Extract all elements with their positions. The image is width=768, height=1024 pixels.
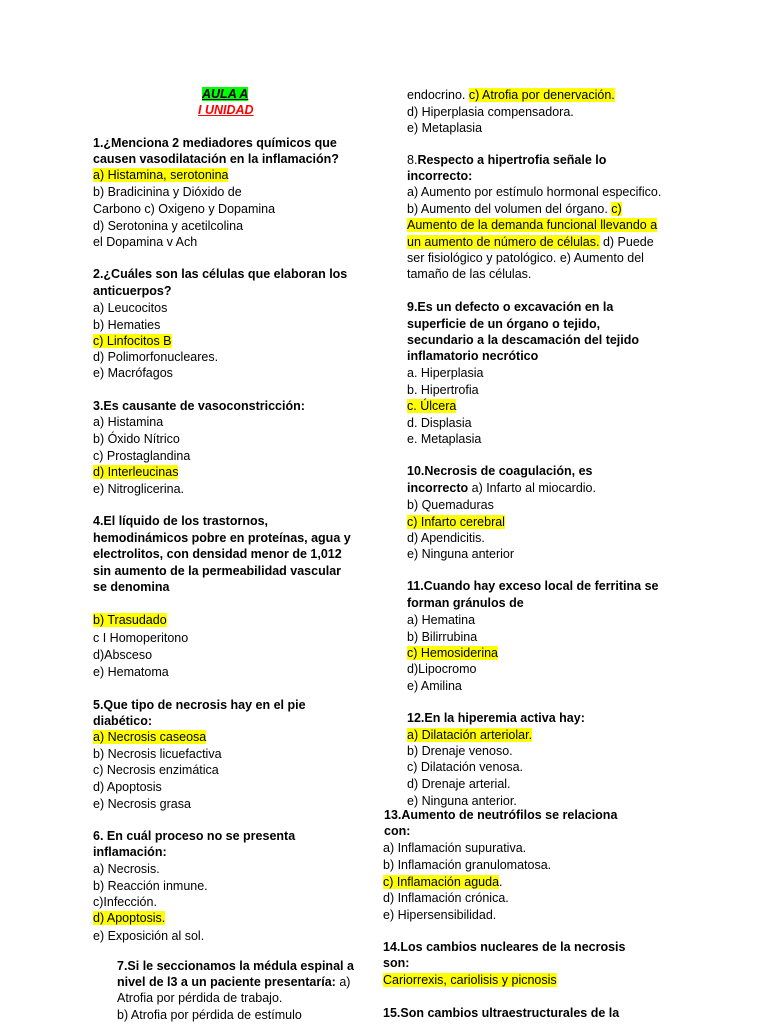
q4-title-5: se denomina (93, 580, 170, 594)
q11-option-b: b) Bilirrubina (407, 630, 478, 644)
q13-option-e: e) Hipersensibilidad. (383, 908, 497, 922)
q3-option-c: c) Prostaglandina (93, 449, 191, 463)
q2-title-2: anticuerpos? (93, 284, 172, 298)
q11-title-2: forman gránulos de (407, 596, 524, 610)
q1-option-d: d) Serotonina y acetilcolina (93, 219, 244, 233)
q3-title: 3.Es causante de vasoconstricción: (93, 399, 305, 413)
q9-option-c: c. Úlcera (407, 399, 457, 413)
q11-option-e: e) Amilina (407, 679, 462, 693)
q13-option-b: b) Inflamación granulomatosa. (383, 858, 552, 872)
q10-option-e: e) Ninguna anterior (407, 547, 515, 561)
q6-title-2: inflamación: (93, 845, 167, 859)
q12-option-b: b) Drenaje venoso. (407, 744, 513, 758)
q13-option-c: c) Inflamación aguda. (383, 875, 503, 889)
q7-option-c: endocrino. c) Atrofia por denervación. (407, 88, 615, 102)
q7-option-a: Atrofia por pérdida de trabajo. (117, 991, 283, 1005)
q4-title-2: hemodinámicos pobre en proteínas, agua y (93, 531, 351, 545)
q12-option-c: c) Dilatación venosa. (407, 760, 524, 774)
q2-title-1: 2.¿Cuáles son las células que elaboran los (93, 267, 348, 281)
q4-option-b: b) Trasudado (93, 613, 167, 627)
q6-option-d: d) Apoptosis. (93, 911, 166, 925)
q8-option-a: a) Aumento por estímulo hormonal especifico. (407, 185, 662, 199)
q12-option-e: e) Ninguna anterior. (407, 794, 517, 808)
q11-title-1: 11.Cuando hay exceso local de ferritina se (407, 579, 659, 593)
q5-title-2: diabético: (93, 714, 153, 728)
q7-title-1: 7.Si le seccionamos la médula espinal a (117, 959, 354, 973)
q6-title-1: 6. En cuál proceso no se presenta (93, 829, 296, 843)
q9-title-1: 9.Es un defecto o excavación en la (407, 300, 614, 314)
q1-option-e: el Dopamina v Ach (93, 235, 198, 249)
q8-title-2: incorrecto: (407, 169, 473, 183)
q11-option-c: c) Hemosiderina (407, 646, 499, 660)
q8-title-1: 8.Respecto a hipertrofia señale lo (407, 153, 607, 167)
q10-title-1: 10.Necrosis de coagulación, es (407, 464, 593, 478)
q3-option-e: e) Nitroglicerina. (93, 482, 185, 496)
q12-option-a: a) Dilatación arteriolar. (407, 728, 533, 742)
q9-option-d: d. Displasia (407, 416, 472, 430)
q1-option-a: a) Histamina, serotonina (93, 168, 229, 182)
q10-option-c: c) Infarto cerebral (407, 515, 505, 529)
q5-option-e: e) Necrosis grasa (93, 797, 191, 811)
q5-option-a: a) Necrosis caseosa (93, 730, 207, 744)
q12-option-d: d) Drenaje arterial. (407, 777, 511, 791)
q3-option-a: a) Histamina (93, 415, 164, 429)
q8-option-d: ser fisiológico y patológico. e) Aumento del (407, 251, 644, 265)
q10-title-2: incorrecto a) Infarto al miocardio. (407, 481, 596, 495)
q13-title-2: con: (384, 824, 411, 838)
q11-option-d: d)Lipocromo (407, 662, 477, 676)
q2-option-d: d) Polimorfonucleares. (93, 350, 219, 364)
q5-option-b: b) Necrosis licuefactiva (93, 747, 222, 761)
q10-option-b: b) Quemaduras (407, 498, 494, 512)
q13-option-a: a) Inflamación supurativa. (383, 841, 527, 855)
q5-option-c: c) Necrosis enzimática (93, 763, 219, 777)
q14-title-2: son: (383, 956, 410, 970)
q9-title-3: secundario a la descamación del tejido (407, 333, 640, 347)
q5-title-1: 5.Que tipo de necrosis hay en el pie (93, 698, 306, 712)
q9-option-b: b. Hipertrofia (407, 383, 479, 397)
q15-title-1: 15.Son cambios ultraestructurales de la (383, 1006, 620, 1020)
q4-option-e: e) Hematoma (93, 665, 169, 679)
q6-option-e: e) Exposición al sol. (93, 929, 205, 943)
q1-title-1: 1.¿Menciona 2 mediadores químicos que (93, 136, 337, 150)
q2-option-a: a) Leucocitos (93, 301, 168, 315)
q10-option-d: d) Apendicitis. (407, 531, 485, 545)
unidad-heading: I UNIDAD (198, 103, 254, 117)
q2-option-b: b) Hematies (93, 318, 161, 332)
q13-option-d: d) Inflamación crónica. (383, 891, 509, 905)
q8-option-e: tamaño de las células. (407, 267, 532, 281)
q8-option-c-1: Aumento de la demanda funcional llevando a (407, 218, 658, 232)
q4-option-c: c I Homoperitono (93, 631, 189, 645)
q8-option-c-2: un aumento de número de células. d) Puede (407, 235, 654, 249)
q7-title-2: nivel de l3 a un paciente presentaría: a) (117, 975, 351, 989)
q13-title-1: 13.Aumento de neutrófilos se relaciona (384, 808, 618, 822)
q7-option-e: e) Metaplasia (407, 121, 483, 135)
q12-title: 12.En la hiperemia activa hay: (407, 711, 585, 725)
q4-option-d: d)Absceso (93, 648, 153, 662)
q4-title-3: electrolitos, con densidad menor de 1,012 (93, 547, 342, 561)
q2-option-c: c) Linfocitos B (93, 334, 172, 348)
q7-option-b: b) Atrofia por pérdida de estímulo (117, 1008, 302, 1022)
q4-title-1: 4.El líquido de los trastornos, (93, 514, 269, 528)
aula-heading: AULA A (202, 87, 249, 101)
q5-option-d: d) Apoptosis (93, 780, 162, 794)
q3-option-d: d) Interleucinas (93, 465, 179, 479)
q9-title-4: inflamatorio necrótico (407, 349, 539, 363)
q3-option-b: b) Óxido Nítrico (93, 432, 180, 446)
q9-option-e: e. Metaplasia (407, 432, 482, 446)
q6-option-c: c)Infección. (93, 895, 157, 909)
q8-option-b: b) Aumento del volumen del órgano. c) (407, 202, 622, 216)
q7-option-d: d) Hiperplasia compensadora. (407, 105, 574, 119)
q14-answer: Cariorrexis, cariolisis y picnosis (383, 973, 557, 987)
q4-title-4: sin aumento de la permeabilidad vascular (93, 564, 342, 578)
q6-option-b: b) Reacción inmune. (93, 879, 208, 893)
q14-title-1: 14.Los cambios nucleares de la necrosis (383, 940, 626, 954)
q11-option-a: a) Hematina (407, 613, 476, 627)
q9-title-2: superficie de un órgano o tejido, (407, 317, 601, 331)
q1-option-b: b) Bradicinina y Dióxido de (93, 185, 242, 199)
q1-option-c: Carbono c) Oxigeno y Dopamina (93, 202, 276, 216)
q6-option-a: a) Necrosis. (93, 862, 160, 876)
q2-option-e: e) Macrófagos (93, 366, 173, 380)
q1-title-2: causen vasodilatación en la inflamación? (93, 152, 339, 166)
q9-option-a: a. Hiperplasia (407, 366, 484, 380)
